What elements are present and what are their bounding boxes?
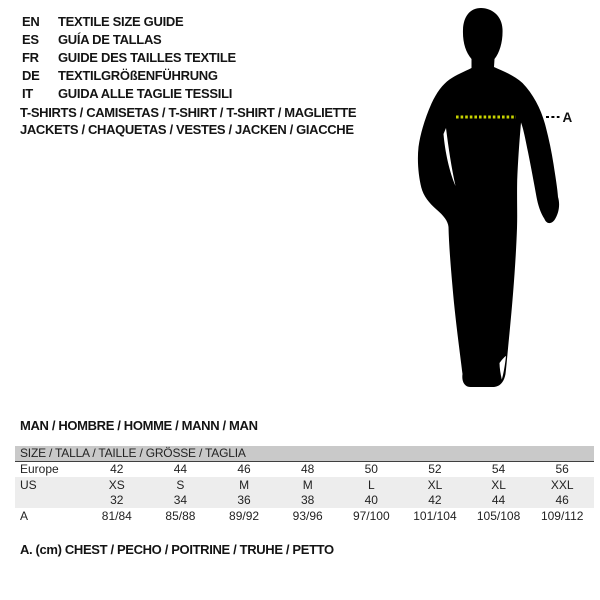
lang-title: GUÍA DE TALLAS xyxy=(58,32,162,48)
row-label: US xyxy=(20,477,37,492)
table-cell: 109/112 xyxy=(540,508,584,523)
table-cell: 50 xyxy=(364,462,378,477)
row-label: Europe xyxy=(20,462,59,477)
table-cell: L xyxy=(367,477,375,492)
row-label: A xyxy=(20,508,29,523)
table-cell: 52 xyxy=(428,462,442,477)
table-row-europe xyxy=(15,462,594,478)
table-cell: 44 xyxy=(173,462,188,477)
table-cell: XL xyxy=(427,477,443,492)
table-cell: 101/104 xyxy=(413,508,457,523)
measurement-footnote: A. (cm) CHEST / PECHO / POITRINE / TRUHE / PETTO xyxy=(20,542,334,557)
table-cell: 105/108 xyxy=(476,508,521,523)
lang-title: GUIDE DES TAILLES TEXTILE xyxy=(58,49,236,65)
size-table-header: SIZE / TALLA / TAILLE / GRÖSSE / TAGLIA xyxy=(15,446,594,462)
measure-label-a: A xyxy=(562,110,573,125)
table-cell: 32 xyxy=(110,493,124,508)
lang-code: IT xyxy=(22,85,33,101)
table-cell: 48 xyxy=(301,462,315,477)
table-cell: 38 xyxy=(301,493,315,508)
table-cell: XS xyxy=(108,477,125,492)
lang-title: GUIDA ALLE TAGLIE TESSILI xyxy=(58,85,233,101)
table-cell: 81/84 xyxy=(101,508,132,523)
lang-row-en xyxy=(22,13,236,31)
lang-code: DE xyxy=(22,67,40,83)
table-cell: 42 xyxy=(110,462,124,477)
table-cell: M xyxy=(302,477,313,492)
lang-row-fr xyxy=(22,49,236,67)
table-cell: 34 xyxy=(173,493,188,508)
man-silhouette xyxy=(418,8,559,387)
table-cell: M xyxy=(239,477,250,492)
lang-title: TEXTILE SIZE GUIDE xyxy=(58,14,184,30)
table-cell: 97/100 xyxy=(352,508,390,523)
section-title-man: MAN / HOMBRE / HOMME / MANN / MAN xyxy=(20,418,258,433)
lang-code: FR xyxy=(22,49,39,65)
garment-categories xyxy=(20,105,356,138)
lang-row-es xyxy=(22,31,236,49)
lang-code: EN xyxy=(22,14,40,30)
table-row-numeric xyxy=(15,493,594,509)
lang-title: TEXTILGRÖßENFÜHRUNG xyxy=(58,67,218,83)
category-line-tshirts: T-SHIRTS / CAMISETAS / T-SHIRT / T-SHIRT / MAGLIETTE xyxy=(20,105,357,120)
table-cell: S xyxy=(176,477,185,492)
table-cell: 46 xyxy=(237,462,251,477)
table-cell: 42 xyxy=(428,493,442,508)
table-cell: 56 xyxy=(555,462,569,477)
table-cell: 85/88 xyxy=(165,508,196,523)
lang-row-de xyxy=(22,66,236,84)
table-cell: 36 xyxy=(237,493,251,508)
table-row-chest-a xyxy=(15,508,594,524)
table-cell: 89/92 xyxy=(229,508,260,523)
size-table xyxy=(15,446,594,524)
table-row-us xyxy=(15,477,594,493)
lang-code: ES xyxy=(22,32,39,48)
table-cell: 93/96 xyxy=(292,508,323,523)
table-cell: XL xyxy=(491,477,506,492)
table-cell: XXL xyxy=(550,477,574,492)
language-title-list xyxy=(22,13,236,102)
lang-row-it xyxy=(22,84,236,102)
table-cell: 44 xyxy=(491,493,506,508)
table-cell: 54 xyxy=(491,462,506,477)
category-line-jackets: JACKETS / CHAQUETAS / VESTES / JACKEN / GIACCHE xyxy=(20,121,354,137)
man-silhouette-figure xyxy=(400,0,600,400)
table-cell: 40 xyxy=(364,493,378,508)
table-cell: 46 xyxy=(555,493,569,508)
